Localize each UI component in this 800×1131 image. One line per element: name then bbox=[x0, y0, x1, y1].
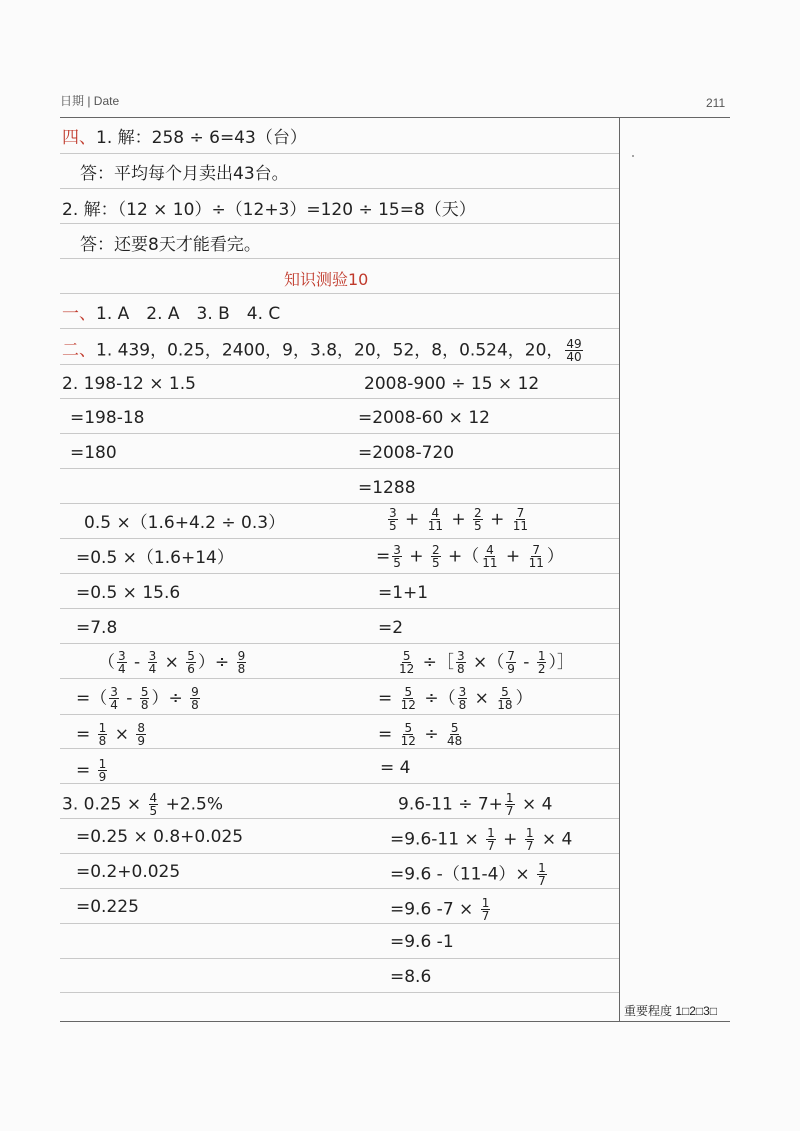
calc-line: 2. 198-12 × 1.5 bbox=[62, 374, 196, 394]
calc-line: =1288 bbox=[358, 478, 416, 498]
calc-line: =9.6 -1 bbox=[390, 932, 454, 952]
ruled-line bbox=[60, 748, 619, 749]
calc-line: 0.5 ×（1.6+4.2 ÷ 0.3） bbox=[84, 513, 286, 533]
calc-line: =0.2+0.025 bbox=[76, 862, 181, 882]
ruled-line bbox=[60, 608, 619, 609]
ruled-line bbox=[60, 398, 619, 399]
calc-line: =8.6 bbox=[390, 967, 432, 987]
ruled-line bbox=[60, 153, 619, 154]
ruled-line bbox=[60, 258, 619, 259]
calc-line: 2008-900 ÷ 15 × 12 bbox=[364, 374, 540, 394]
calc-line: =（ $\frac{3}{4}$ - $\frac{5}{8}$ ）÷ $\frac{9}{8}$ bbox=[76, 685, 199, 712]
calc-line: =7.8 bbox=[76, 618, 118, 638]
footer-rule bbox=[60, 1021, 730, 1022]
calc-line: =9.6 -7 × $\frac{1}{7}$ bbox=[390, 896, 490, 923]
ruled-line bbox=[60, 223, 619, 224]
answer-line: 2. 解：（12 × 10）÷（12+3）=120 ÷ 15=8（天） bbox=[62, 200, 476, 220]
calc-line: $\frac{5}{12}$ ÷［ $\frac{3}{8}$ ×（ $\frac{7}{9}$ - $\frac{1}{2}$ ）］ bbox=[399, 649, 574, 676]
ruled-line bbox=[60, 433, 619, 434]
answer-line: 答：还要8天才能看完。 bbox=[80, 235, 261, 255]
header-rule bbox=[60, 117, 730, 118]
ruled-line bbox=[60, 714, 619, 715]
calc-line: =2008-720 bbox=[358, 443, 455, 463]
calc-line: =198-18 bbox=[70, 408, 145, 428]
calc-line: = $\frac{1}{9}$ bbox=[76, 757, 107, 784]
calc-line: = $\frac{3}{5}$ + $\frac{2}{5}$ +（ $\frac{4}{11}$ + $\frac{7}{11}$ ） bbox=[376, 543, 564, 570]
page-number: 211 bbox=[706, 96, 726, 110]
speck bbox=[632, 155, 634, 157]
calc-line: = $\frac{5}{12}$ ÷（ $\frac{3}{8}$ × $\frac{5}{18}$ ） bbox=[378, 685, 533, 712]
ruled-line bbox=[60, 783, 619, 784]
calc-line: =0.25 × 0.8+0.025 bbox=[76, 827, 244, 847]
ruled-line bbox=[60, 538, 619, 539]
ruled-line bbox=[60, 888, 619, 889]
ruled-line bbox=[60, 188, 619, 189]
margin-rule bbox=[619, 117, 620, 1022]
ruled-line bbox=[60, 958, 619, 959]
calc-line: = $\frac{1}{8}$ × $\frac{8}{9}$ bbox=[76, 721, 145, 748]
ruled-line bbox=[60, 643, 619, 644]
answer-line: 四、1. 解：258 ÷ 6=43（台） bbox=[62, 128, 307, 148]
calc-line: = 4 bbox=[380, 758, 411, 778]
answer-line: 答：平均每个月卖出43台。 bbox=[80, 164, 289, 184]
ruled-line bbox=[60, 364, 619, 365]
calc-line: = $\frac{5}{12}$ ÷ $\frac{5}{48}$ bbox=[378, 721, 463, 748]
answer-line: 二、1. 439，0.25，2400，9，3.8，20，52，8，0.524，20， $\frac{49}{40}$ bbox=[62, 337, 582, 364]
calc-line: 3. 0.25 × $\frac{4}{5}$ +2.5% bbox=[62, 791, 224, 818]
ruled-line bbox=[60, 328, 619, 329]
fraction: $\frac{49}{40}$ bbox=[566, 337, 582, 364]
ruled-line bbox=[60, 992, 619, 993]
ruled-line bbox=[60, 923, 619, 924]
calc-line: =2 bbox=[378, 618, 404, 638]
calc-line: =0.5 ×（1.6+14） bbox=[76, 548, 234, 568]
ruled-line bbox=[60, 818, 619, 819]
calc-line: $\frac{3}{5}$ + $\frac{4}{11}$ + $\frac{2}{5}$ + $\frac{7}{11}$ bbox=[389, 506, 529, 533]
date-label: 日期 | Date bbox=[60, 94, 120, 108]
calc-line: =1+1 bbox=[378, 583, 429, 603]
ruled-line bbox=[60, 468, 619, 469]
quiz-title: 知识测验10 bbox=[284, 270, 369, 289]
importance-label: 重要程度 1□2□3□ bbox=[624, 1004, 718, 1018]
calc-line: =9.6 -（11-4）× $\frac{1}{7}$ bbox=[390, 861, 546, 888]
ruled-line bbox=[60, 293, 619, 294]
ruled-line bbox=[60, 503, 619, 504]
calc-line: =2008-60 × 12 bbox=[358, 408, 490, 428]
calc-line: =9.6-11 × $\frac{1}{7}$ + $\frac{1}{7}$ × 4 bbox=[390, 826, 573, 853]
calc-line: =180 bbox=[70, 443, 117, 463]
ruled-line bbox=[60, 853, 619, 854]
ruled-line bbox=[60, 573, 619, 574]
calc-line: =0.5 × 15.6 bbox=[76, 583, 181, 603]
answer-line: 一、1. A 2. A 3. B 4. C bbox=[62, 304, 281, 324]
calc-line: 9.6-11 ÷ 7+ $\frac{1}{7}$ × 4 bbox=[398, 791, 553, 818]
calc-line: =0.225 bbox=[76, 897, 139, 917]
ruled-line bbox=[60, 678, 619, 679]
calc-line: （ $\frac{3}{4}$ - $\frac{3}{4}$ × $\frac{5}{6}$ ）÷ $\frac{9}{8}$ bbox=[98, 649, 246, 676]
